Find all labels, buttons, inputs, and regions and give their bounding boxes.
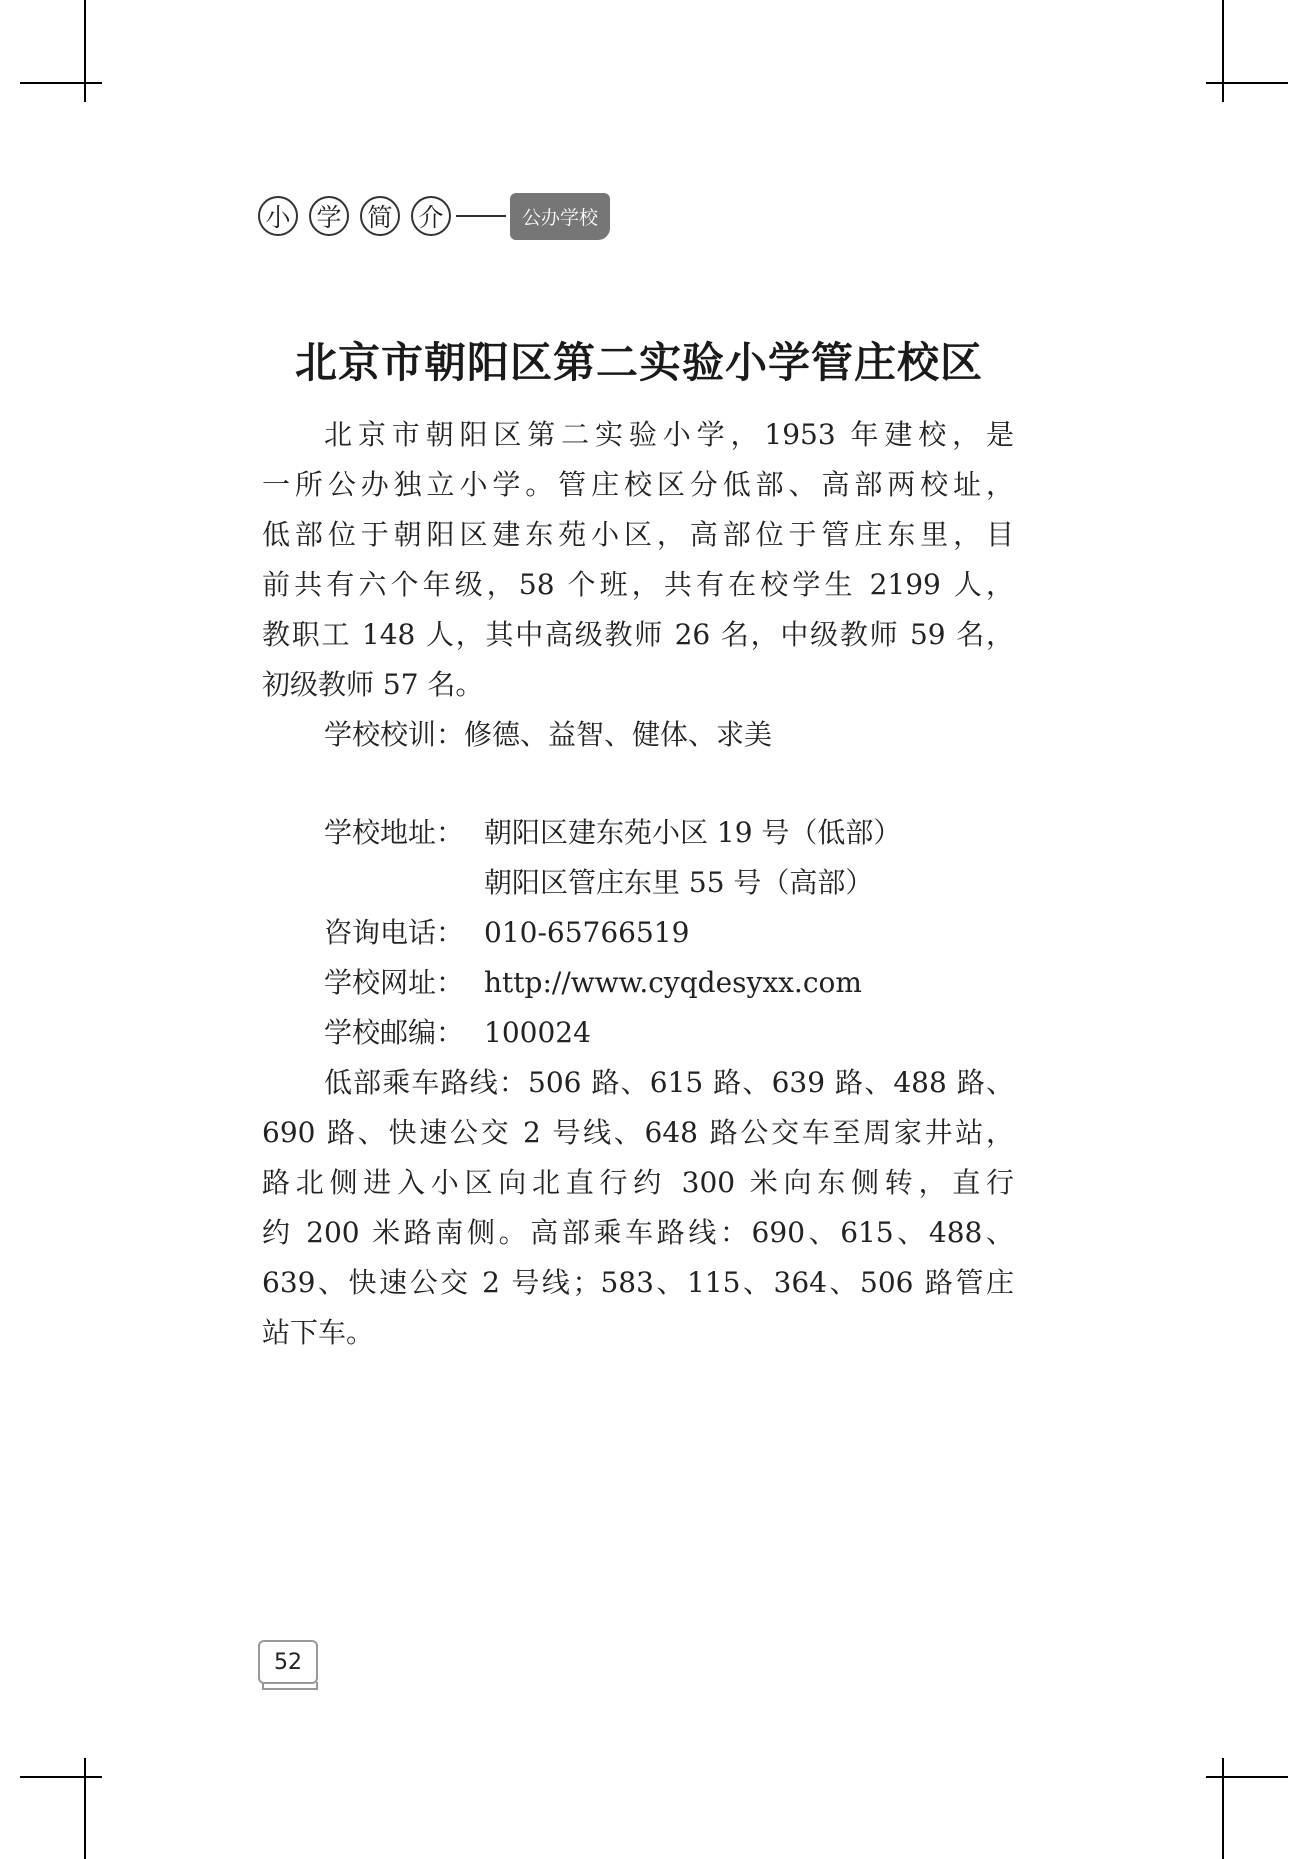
phone-value: 010-65766519 bbox=[484, 916, 690, 949]
crop-mark bbox=[84, 0, 86, 102]
route-line: 约 200 米路南侧。高部乘车路线：690、615、488、 bbox=[262, 1216, 1014, 1249]
crop-mark bbox=[20, 1776, 102, 1778]
address-line: 朝阳区建东苑小区 19 号（低部） bbox=[484, 816, 902, 849]
route-line: 低部乘车路线：506 路、615 路、639 路、488 路、 bbox=[324, 1066, 1014, 1099]
phone-label: 咨询电话： bbox=[324, 916, 465, 949]
section-header bbox=[258, 192, 610, 240]
header-circle-char: 学 bbox=[309, 196, 349, 236]
crop-mark bbox=[20, 82, 102, 84]
address-label: 学校地址： bbox=[324, 816, 465, 849]
header-divider bbox=[456, 215, 506, 217]
intro-line: 北京市朝阳区第二实验小学，1953 年建校，是 bbox=[324, 418, 1014, 451]
postcode-label: 学校邮编： bbox=[324, 1016, 465, 1049]
website-link[interactable]: http://www.cyqdesyxx.com bbox=[484, 966, 862, 999]
crop-mark bbox=[1222, 1758, 1224, 1859]
postcode-value: 100024 bbox=[484, 1016, 591, 1049]
route-line: 路北侧进入小区向北直行约 300 米向东侧转，直行 bbox=[262, 1166, 1014, 1199]
page-number: 52 bbox=[258, 1640, 318, 1684]
intro-line: 低部位于朝阳区建东苑小区，高部位于管庄东里，目 bbox=[262, 518, 1014, 551]
website-label: 学校网址： bbox=[324, 966, 465, 999]
intro-line: 教职工 148 人，其中高级教师 26 名，中级教师 59 名， bbox=[262, 618, 1014, 651]
route-line: 690 路、快速公交 2 号线、648 路公交车至周家井站， bbox=[262, 1116, 1014, 1149]
intro-line: 前共有六个年级，58 个班，共有在校学生 2199 人， bbox=[262, 568, 1014, 601]
page-title: 北京市朝阳区第二实验小学管庄校区 bbox=[294, 338, 983, 387]
crop-mark bbox=[1222, 0, 1224, 102]
intro-line: 初级教师 57 名。 bbox=[262, 668, 484, 701]
category-tab: 公办学校 bbox=[510, 193, 610, 240]
intro-line: 一所公办独立小学。管庄校区分低部、高部两校址， bbox=[262, 468, 1014, 501]
crop-mark bbox=[84, 1758, 86, 1859]
route-line: 站下车。 bbox=[262, 1316, 375, 1349]
address-line: 朝阳区管庄东里 55 号（高部） bbox=[484, 866, 874, 899]
header-circle-char: 介 bbox=[411, 196, 451, 236]
header-circle-char: 简 bbox=[360, 196, 400, 236]
route-line: 639、快速公交 2 号线；583、115、364、506 路管庄 bbox=[262, 1266, 1014, 1299]
school-motto: 学校校训：修德、益智、健体、求美 bbox=[324, 718, 773, 751]
crop-mark bbox=[1206, 1776, 1288, 1778]
header-circle-char: 小 bbox=[258, 196, 298, 236]
crop-mark bbox=[1206, 82, 1288, 84]
